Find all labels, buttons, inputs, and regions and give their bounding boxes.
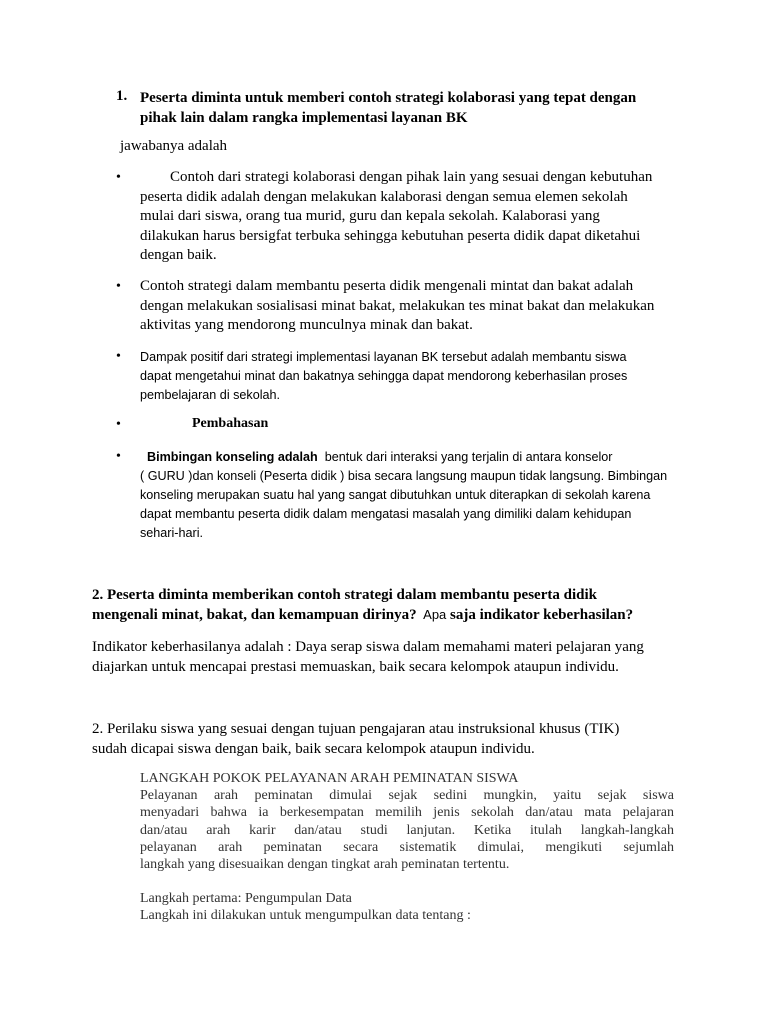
langkah-pokok-line: Pelayanan arah peminatan dimulai sejak sedini mungkin, yaitu sejak siswa [140,788,674,804]
bullet-dot: • [116,449,121,464]
perilaku-line: 2. Perilaku siswa yang sesuai dengan tujuan pengajaran atau instruksional khusus (TIK) [92,721,620,737]
question-1-line: Peserta diminta untuk memberi contoh strategi kolaborasi yang tepat dengan [140,90,637,106]
answer-label: jawabanya adalah [120,138,228,154]
bullet-line: aktivitas yang mendorong munculnya minak dan bakat. [140,317,473,333]
bullet-dot: • [116,417,121,432]
question-1-text [140,88,700,128]
bullet-item-4 [140,416,680,432]
bullet-line: bentuk dari interaksi yang terjalin di antara konselor [317,450,613,464]
langkah-pokok-line: langkah yang disesuaikan dengan tingkat arah peminatan tertentu. [140,857,510,873]
bullet-line: Contoh strategi dalam membantu peserta didik mengenali mintat dan bakat adalah [140,278,634,294]
langkah-pokok-title: LANGKAH POKOK PELAYANAN ARAH PEMINATAN SISWA [140,771,519,786]
perilaku-line: sudah dicapai siswa dengan baik, baik secara kelompok ataupun individu. [92,741,535,757]
langkah-pokok-line: menyadari bahwa ia berkesempatan memilih jenis sekolah dan/atau mata pelajaran [140,805,674,821]
bullet-dot: • [116,279,121,294]
question-2-apa: Apa [416,607,447,622]
bullet-dot: • [116,170,121,185]
bullet-line: ( GURU )dan konseli (Peserta didik ) bisa secara langsung maupun tidak langsung. Bimbingan [140,469,668,483]
langkah-pokok-line: dan/atau arah karir dan/atau studi lanjutan. Ketika itulah langkah-langkah [140,822,674,838]
langkah-pokok-section [140,770,674,925]
bullet-line: dapat mengetahui minat dan bakatnya sehingga dapat mendorong keberhasilan proses [140,369,628,383]
perilaku-paragraph [92,719,692,759]
step-1-title: Langkah pertama: Pengumpulan Data [140,891,352,907]
bullet-item-5 [140,448,695,543]
bullet-line: pembelajaran di sekolah. [140,388,281,402]
bullet-line: mulai dari siswa, orang tua murid, guru dan kepala sekolah. Kalaborasi yang [140,208,600,224]
bullet-line: dilakukan harus bersigfat terbuka sehingga kebutuhan peserta didik dapat diketahui [140,227,641,244]
bullet-line: Dampak positif dari strategi implementasi layanan BK tersebut adalah membantu siswa [140,350,627,364]
bullet-item-3 [140,348,680,405]
langkah-pokok-line: pelayanan arah peminatan secara sistematik dimulai, mengikuti sejumlah [140,839,674,855]
step-1-text: Langkah ini dilakukan untuk mengumpulkan data tentang : [140,908,471,924]
bold-term: Bimbingan konseling adalah [147,450,318,464]
question-2-text [92,585,692,625]
bullet-line: Contoh dari strategi kolaborasi dengan pihak lain yang sesuai dengan kebutuhan [170,169,653,185]
bullet-item-2 [140,277,680,336]
indikator-line: diajarkan untuk mencapai prestasi memuaskan, baik secara kelompok ataupun individu. [92,659,619,675]
bullet-dot: • [116,349,121,364]
bullet-item-1 [140,168,680,266]
section-heading: Pembahasan [192,416,269,431]
bullet-line: dapat membantu peserta didik dalam mengatasi masalah yang dimiliki dalam kehidupan [140,507,632,521]
indikator-line: Indikator keberhasilanya adalah : Daya serap siswa dalam memahami materi pelajaran yang [92,639,644,655]
bullet-line: dengan melakukan sosialisasi minat bakat, melakukan tes minat bakat dan melakukan [140,297,655,314]
bullet-line: konseling merupakan suatu hal yang sangat dibutuhkan untuk diterapkan di sekolah karena [140,488,651,502]
question-1-number: 1. [116,88,128,104]
indikator-paragraph [92,637,692,677]
question-2-line: 2. Peserta diminta memberikan contoh strategi dalam membantu peserta didik [92,587,597,603]
bullet-line: peserta didik adalah dengan melakukan kalaborasi dengan semua elemen sekolah [140,188,628,205]
question-1-line: pihak lain dalam rangka implementasi layanan BK [140,110,468,126]
bullet-line: dengan baik. [140,247,217,263]
question-2-line: saja indikator keberhasilan? [446,607,634,623]
bullet-line: sehari-hari. [140,526,203,540]
question-2-line: mengenali minat, bakat, dan kemampuan dirinya? [92,607,417,623]
